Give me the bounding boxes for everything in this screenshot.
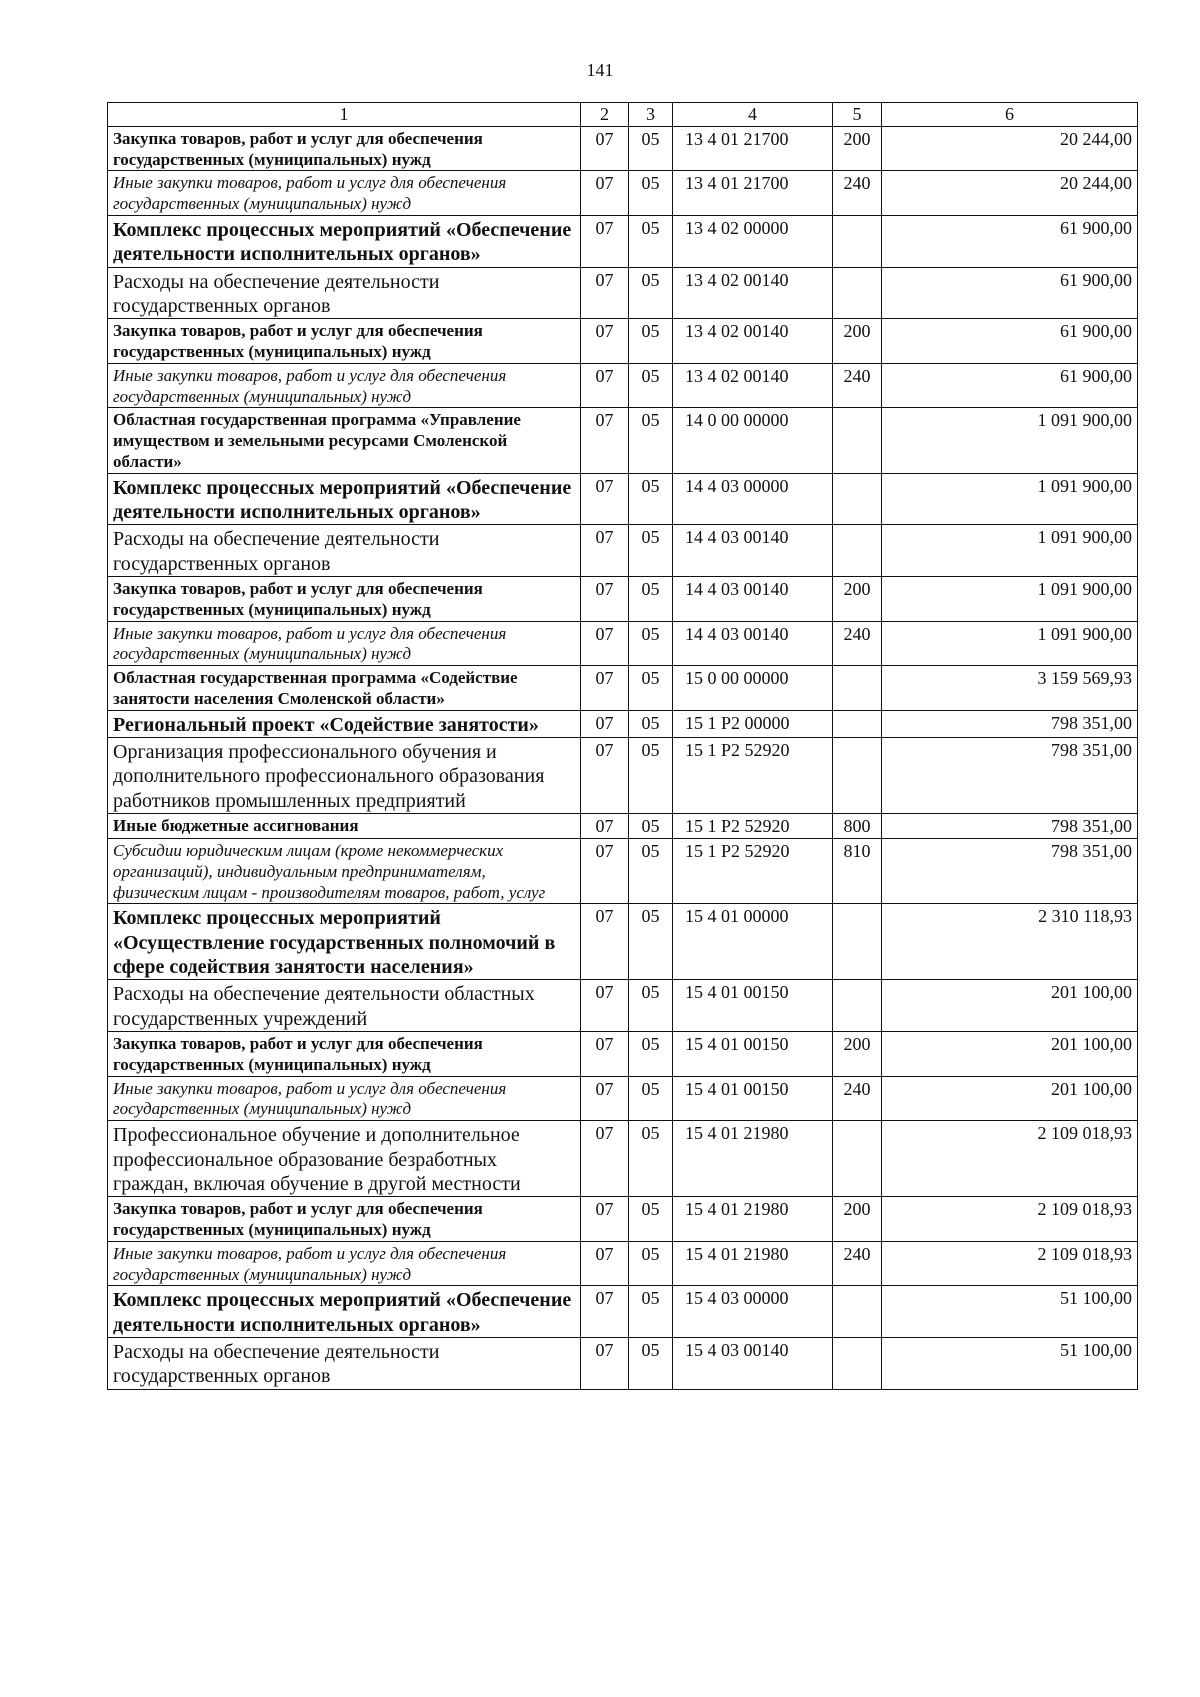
row-section: 07 — [581, 666, 629, 710]
header-col-5: 5 — [833, 103, 882, 127]
row-section: 07 — [581, 1197, 629, 1241]
row-target-code: 15 1 P2 00000 — [673, 710, 833, 737]
row-target-code: 15 4 01 00000 — [673, 904, 833, 980]
row-target-code: 15 4 01 21980 — [673, 1121, 833, 1197]
row-expense-type — [833, 666, 882, 710]
table-row — [108, 171, 1138, 215]
row-subsection: 05 — [629, 319, 673, 363]
table-row — [108, 363, 1138, 407]
row-amount: 20 244,00 — [882, 126, 1138, 170]
table-row — [108, 1338, 1138, 1390]
row-amount: 61 900,00 — [882, 319, 1138, 363]
row-name: Региональный проект «Содействие занятости» — [108, 710, 581, 737]
row-amount: 798 351,00 — [882, 737, 1138, 813]
table-row — [108, 666, 1138, 710]
row-section: 07 — [581, 1121, 629, 1197]
row-subsection: 05 — [629, 1197, 673, 1241]
row-amount: 201 100,00 — [882, 1032, 1138, 1076]
table-row — [108, 319, 1138, 363]
row-expense-type: 800 — [833, 814, 882, 839]
row-expense-type — [833, 980, 882, 1032]
row-name: Закупка товаров, работ и услуг для обеспечения государственных (муниципальных) нужд — [108, 1197, 581, 1241]
row-section: 07 — [581, 215, 629, 267]
row-target-code: 15 0 00 00000 — [673, 666, 833, 710]
table-body — [108, 126, 1138, 1389]
row-amount: 201 100,00 — [882, 980, 1138, 1032]
table-row — [108, 215, 1138, 267]
row-expense-type: 810 — [833, 839, 882, 904]
row-amount: 61 900,00 — [882, 215, 1138, 267]
row-amount: 1 091 900,00 — [882, 577, 1138, 621]
table-row — [108, 839, 1138, 904]
row-amount: 201 100,00 — [882, 1076, 1138, 1120]
row-expense-type: 240 — [833, 363, 882, 407]
row-subsection: 05 — [629, 577, 673, 621]
row-amount: 2 109 018,93 — [882, 1121, 1138, 1197]
row-name: Расходы на обеспечение деятельности государственных органов — [108, 1338, 581, 1390]
row-subsection: 05 — [629, 215, 673, 267]
row-section: 07 — [581, 126, 629, 170]
table-row — [108, 577, 1138, 621]
row-target-code: 13 4 02 00000 — [673, 215, 833, 267]
table-row — [108, 710, 1138, 737]
row-expense-type: 200 — [833, 126, 882, 170]
table-row — [108, 1197, 1138, 1241]
row-subsection: 05 — [629, 525, 673, 577]
row-expense-type: 200 — [833, 577, 882, 621]
row-target-code: 15 4 01 21980 — [673, 1197, 833, 1241]
row-expense-type — [833, 710, 882, 737]
row-subsection: 05 — [629, 904, 673, 980]
row-section: 07 — [581, 408, 629, 473]
row-amount: 798 351,00 — [882, 710, 1138, 737]
row-expense-type: 240 — [833, 621, 882, 665]
row-target-code: 15 4 01 00150 — [673, 980, 833, 1032]
row-expense-type: 240 — [833, 171, 882, 215]
row-section: 07 — [581, 980, 629, 1032]
header-col-6: 6 — [882, 103, 1138, 127]
row-name: Комплекс процессных мероприятий «Осуществление государственных полномочий в сфере содействия занятости населения» — [108, 904, 581, 980]
row-name: Субсидии юридическим лицам (кроме некоммерческих организаций), индивидуальным предпринимателям, физическим лицам - производителям товаров, работ, услуг — [108, 839, 581, 904]
row-name: Областная государственная программа «Управление имуществом и земельными ресурсами Смоленской области» — [108, 408, 581, 473]
row-section: 07 — [581, 1241, 629, 1285]
row-subsection: 05 — [629, 980, 673, 1032]
row-expense-type: 200 — [833, 319, 882, 363]
row-section: 07 — [581, 1032, 629, 1076]
row-target-code: 14 4 03 00140 — [673, 577, 833, 621]
row-target-code: 13 4 01 21700 — [673, 126, 833, 170]
header-col-1: 1 — [108, 103, 581, 127]
row-section: 07 — [581, 473, 629, 525]
row-amount: 798 351,00 — [882, 839, 1138, 904]
row-section: 07 — [581, 1338, 629, 1390]
row-amount: 51 100,00 — [882, 1338, 1138, 1390]
row-name: Комплекс процессных мероприятий «Обеспечение деятельности исполнительных органов» — [108, 1286, 581, 1338]
table-row — [108, 980, 1138, 1032]
row-name: Иные бюджетные ассигнования — [108, 814, 581, 839]
row-section: 07 — [581, 814, 629, 839]
row-amount: 20 244,00 — [882, 171, 1138, 215]
row-expense-type: 240 — [833, 1241, 882, 1285]
row-subsection: 05 — [629, 814, 673, 839]
row-section: 07 — [581, 621, 629, 665]
row-subsection: 05 — [629, 710, 673, 737]
row-expense-type: 200 — [833, 1197, 882, 1241]
row-subsection: 05 — [629, 1121, 673, 1197]
row-expense-type: 240 — [833, 1076, 882, 1120]
row-section: 07 — [581, 1076, 629, 1120]
row-amount: 2 310 118,93 — [882, 904, 1138, 980]
row-subsection: 05 — [629, 1241, 673, 1285]
table-row — [108, 1286, 1138, 1338]
row-subsection: 05 — [629, 1076, 673, 1120]
row-target-code: 13 4 01 21700 — [673, 171, 833, 215]
row-target-code: 15 1 P2 52920 — [673, 814, 833, 839]
table-row — [108, 737, 1138, 813]
row-expense-type — [833, 1286, 882, 1338]
row-expense-type — [833, 525, 882, 577]
row-target-code: 13 4 02 00140 — [673, 363, 833, 407]
row-subsection: 05 — [629, 408, 673, 473]
table-row — [108, 1121, 1138, 1197]
row-name: Иные закупки товаров, работ и услуг для обеспечения государственных (муниципальных) нужд — [108, 171, 581, 215]
row-name: Областная государственная программа «Содействие занятости населения Смоленской области» — [108, 666, 581, 710]
row-expense-type — [833, 267, 882, 319]
table-header-row — [108, 103, 1138, 127]
row-amount: 61 900,00 — [882, 267, 1138, 319]
row-section: 07 — [581, 363, 629, 407]
row-expense-type — [833, 904, 882, 980]
row-name: Иные закупки товаров, работ и услуг для обеспечения государственных (муниципальных) нужд — [108, 1241, 581, 1285]
row-subsection: 05 — [629, 621, 673, 665]
row-subsection: 05 — [629, 737, 673, 813]
row-expense-type — [833, 408, 882, 473]
row-subsection: 05 — [629, 126, 673, 170]
row-section: 07 — [581, 737, 629, 813]
row-section: 07 — [581, 267, 629, 319]
row-target-code: 13 4 02 00140 — [673, 319, 833, 363]
row-amount: 1 091 900,00 — [882, 473, 1138, 525]
table-row — [108, 1032, 1138, 1076]
row-name: Иные закупки товаров, работ и услуг для обеспечения государственных (муниципальных) нужд — [108, 363, 581, 407]
row-subsection: 05 — [629, 1338, 673, 1390]
row-target-code: 14 4 03 00140 — [673, 525, 833, 577]
row-target-code: 14 4 03 00140 — [673, 621, 833, 665]
budget-table — [107, 102, 1138, 1390]
row-subsection: 05 — [629, 363, 673, 407]
row-expense-type — [833, 473, 882, 525]
row-target-code: 15 1 P2 52920 — [673, 737, 833, 813]
row-section: 07 — [581, 710, 629, 737]
row-expense-type: 200 — [833, 1032, 882, 1076]
row-amount: 2 109 018,93 — [882, 1197, 1138, 1241]
table-row — [108, 473, 1138, 525]
row-name: Комплекс процессных мероприятий «Обеспечение деятельности исполнительных органов» — [108, 473, 581, 525]
row-expense-type — [833, 215, 882, 267]
row-subsection: 05 — [629, 1032, 673, 1076]
table-row — [108, 1076, 1138, 1120]
row-amount: 1 091 900,00 — [882, 621, 1138, 665]
row-subsection: 05 — [629, 171, 673, 215]
row-section: 07 — [581, 1286, 629, 1338]
page-number: 141 — [586, 60, 614, 80]
row-subsection: 05 — [629, 666, 673, 710]
row-amount: 61 900,00 — [882, 363, 1138, 407]
table-row — [108, 267, 1138, 319]
header-col-2: 2 — [581, 103, 629, 127]
row-amount: 3 159 569,93 — [882, 666, 1138, 710]
row-section: 07 — [581, 839, 629, 904]
row-target-code: 14 0 00 00000 — [673, 408, 833, 473]
table-row — [108, 621, 1138, 665]
row-section: 07 — [581, 319, 629, 363]
row-amount: 1 091 900,00 — [882, 525, 1138, 577]
row-name: Закупка товаров, работ и услуг для обеспечения государственных (муниципальных) нужд — [108, 126, 581, 170]
table-row — [108, 126, 1138, 170]
row-section: 07 — [581, 904, 629, 980]
row-section: 07 — [581, 525, 629, 577]
row-subsection: 05 — [629, 1286, 673, 1338]
row-name: Иные закупки товаров, работ и услуг для обеспечения государственных (муниципальных) нужд — [108, 621, 581, 665]
row-amount: 1 091 900,00 — [882, 408, 1138, 473]
row-section: 07 — [581, 171, 629, 215]
row-expense-type — [833, 737, 882, 813]
table-row — [108, 904, 1138, 980]
table-row — [108, 408, 1138, 473]
row-expense-type — [833, 1121, 882, 1197]
row-subsection: 05 — [629, 839, 673, 904]
row-name: Расходы на обеспечение деятельности областных государственных учреждений — [108, 980, 581, 1032]
row-name: Организация профессионального обучения и дополнительного профессионального образования работников промышленных предприятий — [108, 737, 581, 813]
row-amount: 2 109 018,93 — [882, 1241, 1138, 1285]
row-target-code: 15 4 01 00150 — [673, 1076, 833, 1120]
row-name: Закупка товаров, работ и услуг для обеспечения государственных (муниципальных) нужд — [108, 319, 581, 363]
row-subsection: 05 — [629, 473, 673, 525]
row-amount: 798 351,00 — [882, 814, 1138, 839]
table-row — [108, 1241, 1138, 1285]
row-target-code: 13 4 02 00140 — [673, 267, 833, 319]
row-target-code: 14 4 03 00000 — [673, 473, 833, 525]
row-name: Закупка товаров, работ и услуг для обеспечения государственных (муниципальных) нужд — [108, 577, 581, 621]
row-expense-type — [833, 1338, 882, 1390]
row-amount: 51 100,00 — [882, 1286, 1138, 1338]
row-name: Закупка товаров, работ и услуг для обеспечения государственных (муниципальных) нужд — [108, 1032, 581, 1076]
row-target-code: 15 4 01 00150 — [673, 1032, 833, 1076]
row-target-code: 15 4 01 21980 — [673, 1241, 833, 1285]
header-col-4: 4 — [673, 103, 833, 127]
row-target-code: 15 1 P2 52920 — [673, 839, 833, 904]
table-row — [108, 814, 1138, 839]
row-target-code: 15 4 03 00140 — [673, 1338, 833, 1390]
header-col-3: 3 — [629, 103, 673, 127]
row-section: 07 — [581, 577, 629, 621]
row-target-code: 15 4 03 00000 — [673, 1286, 833, 1338]
row-name: Комплекс процессных мероприятий «Обеспечение деятельности исполнительных органов» — [108, 215, 581, 267]
row-name: Иные закупки товаров, работ и услуг для обеспечения государственных (муниципальных) нужд — [108, 1076, 581, 1120]
row-name: Профессиональное обучение и дополнительное профессиональное образование безработных граждан, включая обучение в другой местности — [108, 1121, 581, 1197]
row-subsection: 05 — [629, 267, 673, 319]
row-name: Расходы на обеспечение деятельности государственных органов — [108, 267, 581, 319]
table-row — [108, 525, 1138, 577]
row-name: Расходы на обеспечение деятельности государственных органов — [108, 525, 581, 577]
